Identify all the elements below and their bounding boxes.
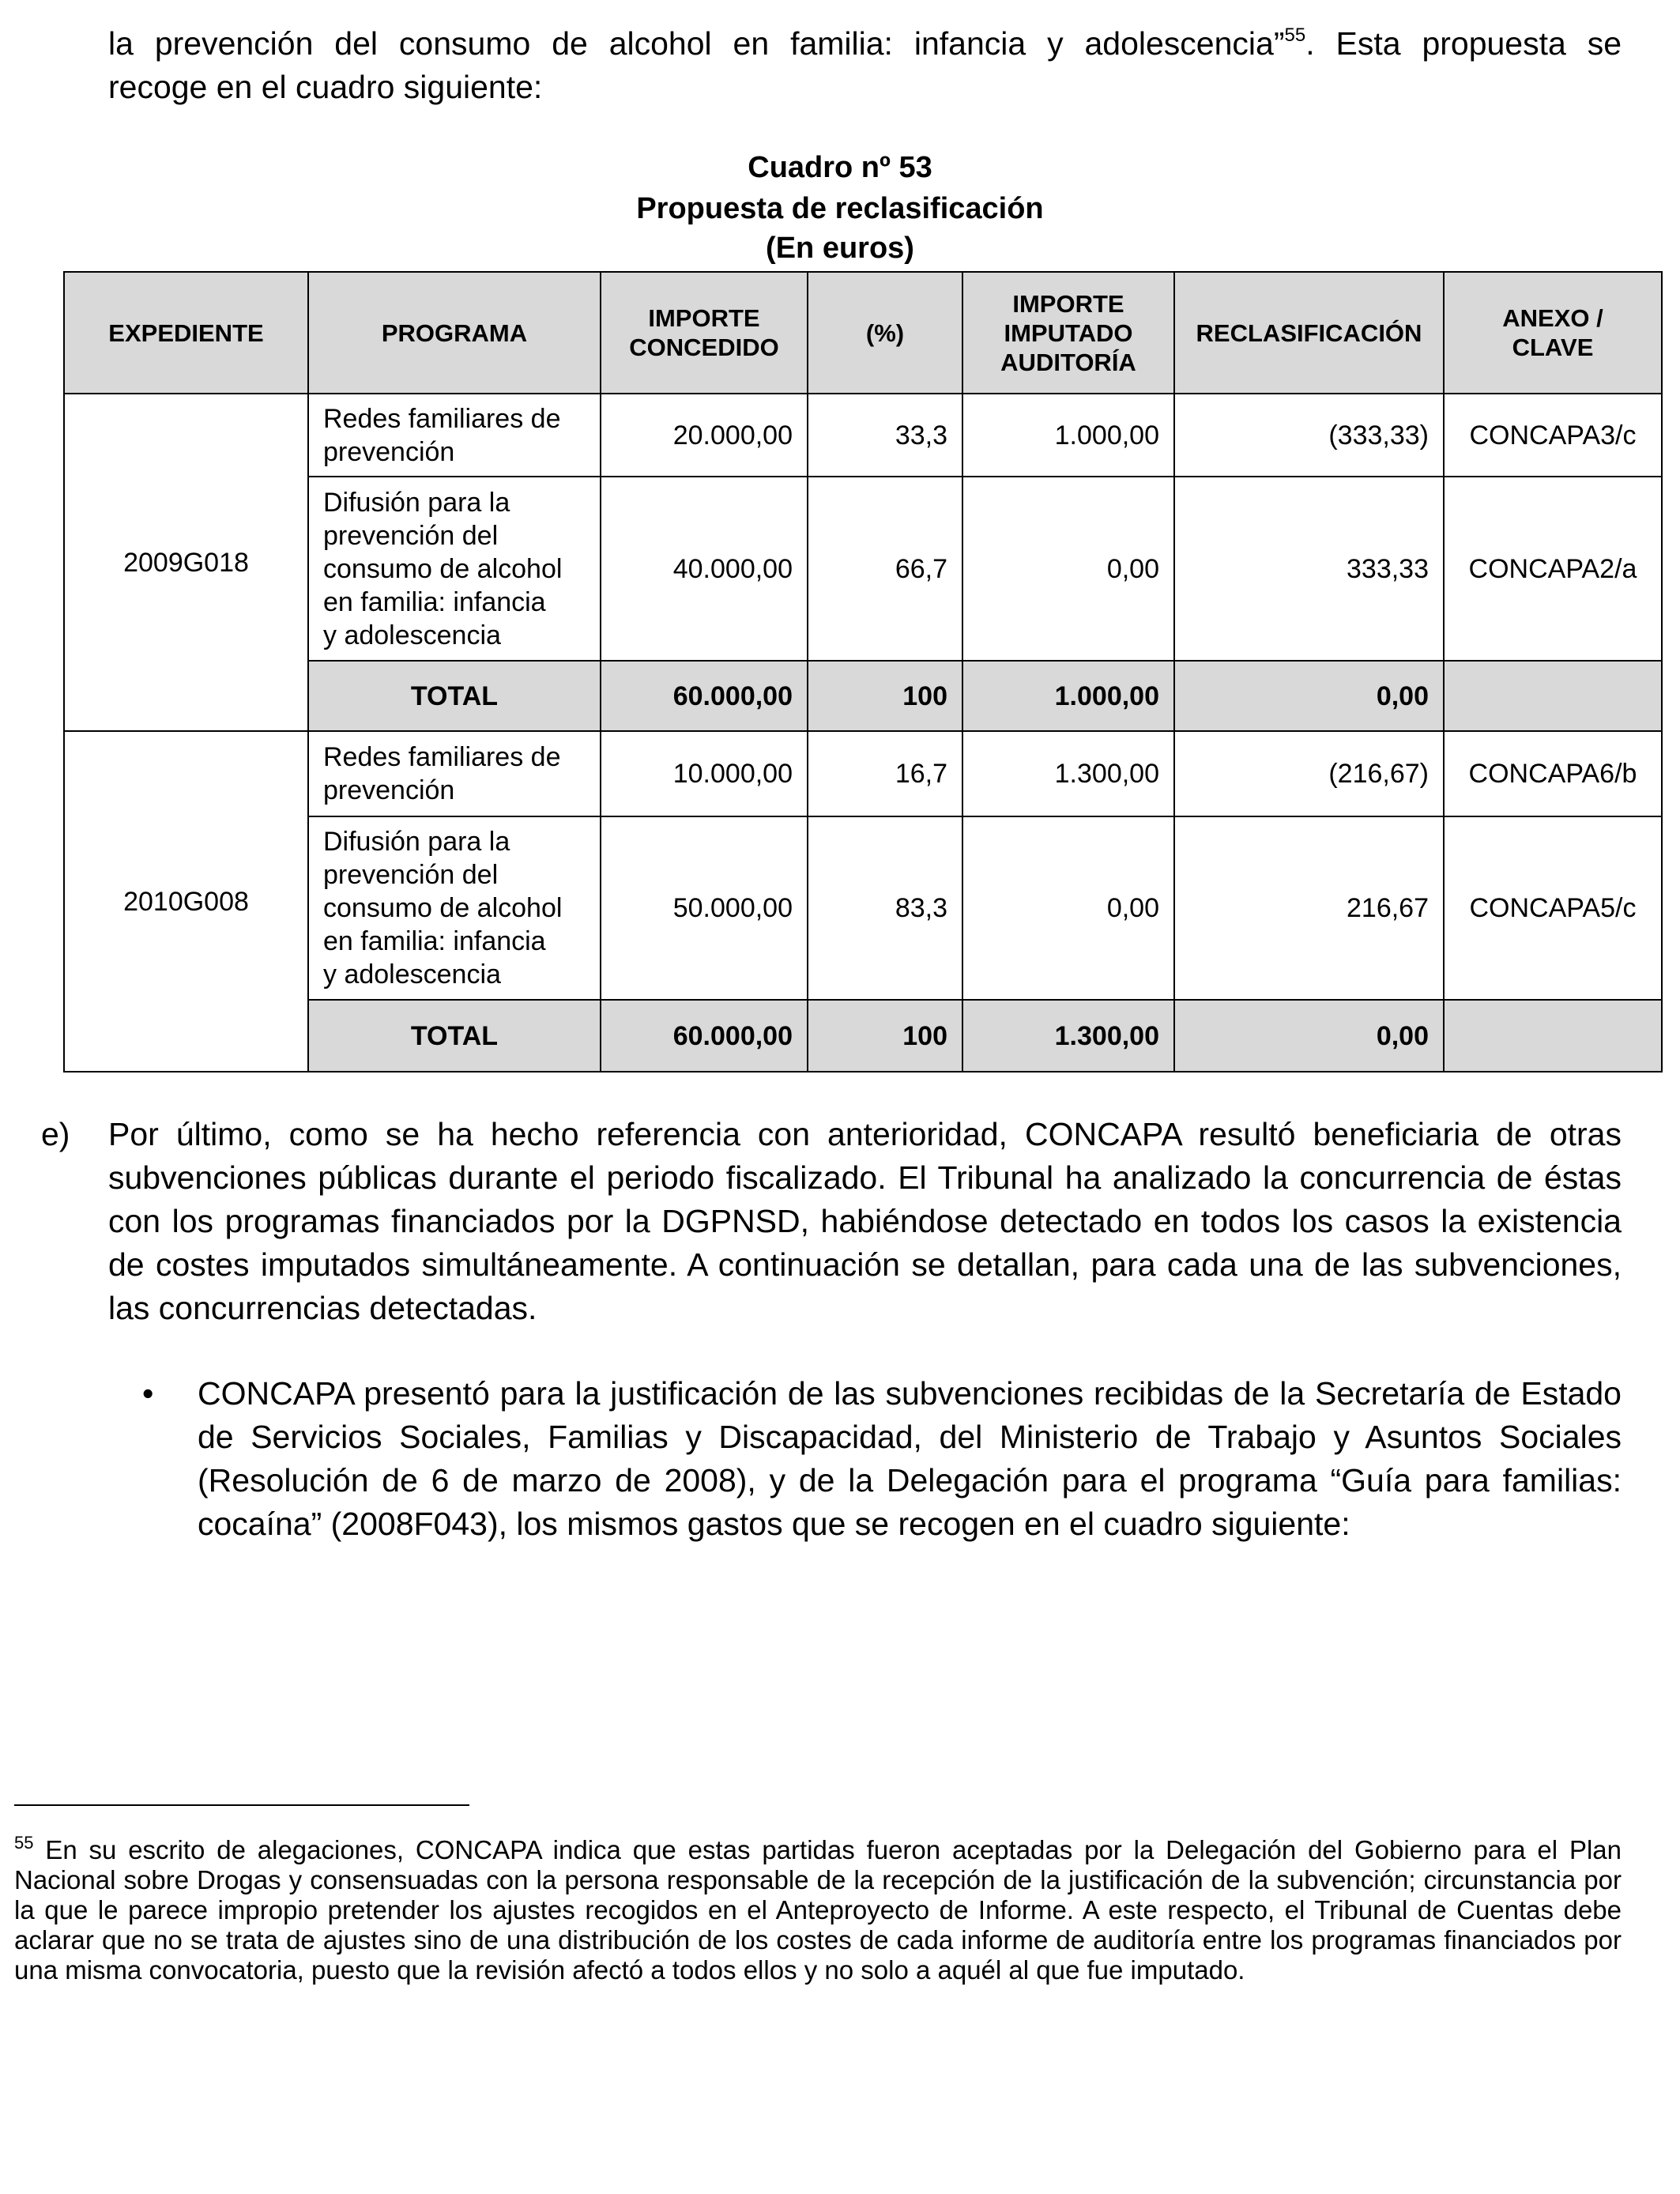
programa-line: prevención del: [323, 860, 499, 890]
imputado-cell: 1.300,00: [962, 731, 1174, 816]
pct-cell: 33,3: [808, 394, 962, 477]
header-line: AUDITORÍA: [1000, 348, 1136, 376]
total-imputado: 1.000,00: [962, 661, 1174, 731]
intro-line-2: recoge en el cuadro siguiente:: [108, 69, 543, 105]
header-reclasificacion: RECLASIFICACIÓN: [1174, 272, 1444, 394]
table-caption-number: Cuadro nº 53: [748, 151, 932, 184]
expediente-cell: 2009G018: [64, 394, 308, 731]
intro-tail: . Esta propuesta se: [1305, 25, 1622, 62]
programa-line: y adolescencia: [323, 620, 501, 650]
header-line: IMPUTADO: [1004, 319, 1133, 347]
reclassification-table: [63, 271, 1663, 1072]
imputado-cell: 0,00: [962, 816, 1174, 1000]
header-importe-imputado: [962, 272, 1174, 394]
table-caption-title: Propuesta de reclasificación: [636, 192, 1044, 225]
programa-line: y adolescencia: [323, 959, 501, 990]
pct-cell: 83,3: [808, 816, 962, 1000]
total-pct: 100: [808, 661, 962, 731]
programa-line: consumo de alcohol: [323, 893, 563, 923]
header-line: ANEXO /: [1502, 304, 1603, 332]
total-label: TOTAL: [308, 1000, 601, 1072]
intro-paragraph: [108, 22, 1622, 109]
programa-line: Difusión para la: [323, 487, 510, 518]
header-line: IMPORTE: [1012, 289, 1124, 318]
header-line: IMPORTE: [648, 304, 760, 332]
intro-text: la prevención del consumo de alcohol en familia: infancia y adolescencia”: [108, 25, 1285, 62]
table-header-row: [64, 272, 1662, 394]
footnote-number: 55: [14, 1833, 34, 1853]
total-clave: [1444, 661, 1662, 731]
importe-cell: 10.000,00: [601, 731, 808, 816]
header-line: CONCEDIDO: [629, 334, 779, 361]
imputado-cell: 0,00: [962, 477, 1174, 661]
programa-line: prevención del: [323, 520, 499, 551]
clave-cell: CONCAPA3/c: [1444, 394, 1662, 477]
total-importe: 60.000,00: [601, 661, 808, 731]
total-reclasificacion: 0,00: [1174, 1000, 1444, 1072]
header-line: CLAVE: [1512, 334, 1594, 361]
total-label: TOTAL: [308, 661, 601, 731]
footnote: [14, 1835, 1622, 1985]
table-row: [64, 394, 1662, 477]
programa-cell: [308, 477, 601, 661]
total-imputado: 1.300,00: [962, 1000, 1174, 1072]
programa-line: prevención: [323, 775, 455, 805]
total-clave: [1444, 1000, 1662, 1072]
header-importe-concedido: [601, 272, 808, 394]
programa-line: en familia: infancia: [323, 586, 546, 617]
bullet-paragraph-text: CONCAPA presentó para la justificación de las subvenciones recibidas de la Secretaría de Estado de Servicios Sociales, Familias y Discapacidad, del Ministerio de Trabajo y Asuntos Sociales (Resolución de 6 de marzo de 2008), y de la Delegación para el programa “Guía para familias: cocaína” (2008F043), los mismos gastos que se recogen en el cuadro siguiente:: [198, 1375, 1622, 1542]
programa-line: consumo de alcohol: [323, 553, 563, 584]
programa-line: Redes familiares de: [323, 742, 561, 772]
expediente-cell: 2010G008: [64, 731, 308, 1072]
importe-cell: 50.000,00: [601, 816, 808, 1000]
header-pct: (%): [808, 272, 962, 394]
reclasificacion-cell: 216,67: [1174, 816, 1444, 1000]
programa-line: en familia: infancia: [323, 926, 546, 956]
header-anexo-clave: [1444, 272, 1662, 394]
importe-cell: 40.000,00: [601, 477, 808, 661]
table-caption-unit: (En euros): [766, 232, 914, 265]
total-pct: 100: [808, 1000, 962, 1072]
paragraph-e: [108, 1113, 1622, 1330]
bullet-marker: •: [142, 1375, 154, 1412]
clave-cell: CONCAPA6/b: [1444, 731, 1662, 816]
imputado-cell: 1.000,00: [962, 394, 1174, 477]
header-expediente: EXPEDIENTE: [64, 272, 308, 394]
programa-line: prevención: [323, 436, 455, 467]
importe-cell: 20.000,00: [601, 394, 808, 477]
programa-line: Difusión para la: [323, 827, 510, 857]
paragraph-e-text: Por último, como se ha hecho referencia con anterioridad, CONCAPA resultó beneficiaria de otras subvenciones públicas durante el periodo fiscalizado. El Tribunal ha analizado la concurrencia de éstas con los programas financiados por la DGPNSD, habiéndose detectado en todos los casos la existencia de costes imputados simultáneamente. A continuación se detallan, para cada una de las subvenciones, las concurrencias detectadas.: [108, 1116, 1622, 1326]
header-programa: PROGRAMA: [308, 272, 601, 394]
bullet-paragraph: [198, 1372, 1622, 1546]
reclasificacion-cell: (333,33): [1174, 394, 1444, 477]
list-marker-e: e): [41, 1116, 70, 1152]
clave-cell: CONCAPA2/a: [1444, 477, 1662, 661]
programa-cell: [308, 731, 601, 816]
table-row: [64, 731, 1662, 816]
pct-cell: 66,7: [808, 477, 962, 661]
footnote-text: En su escrito de alegaciones, CONCAPA indica que estas partidas fueron aceptadas por la Delegación del Gobierno para el Plan Nacional sobre Drogas y consensuadas con la persona responsable de la recepción de la justificación de la subvención; circunstancia por la que le parece impropio pretender los ajustes recogidos en el Anteproyecto de Informe. A este respecto, el Tribunal de Cuentas debe aclarar que no se trata de ajustes sino de una distribución de los costes de cada informe de auditoría entre los programas financiados por una misma convocatoria, puesto que la revisión afectó a todos ellos y no solo a aquél al que fue imputado.: [14, 1835, 1622, 1985]
intro-line-1: [108, 22, 1622, 66]
reclasificacion-cell: 333,33: [1174, 477, 1444, 661]
programa-cell: [308, 816, 601, 1000]
pct-cell: 16,7: [808, 731, 962, 816]
reclasificacion-cell: (216,67): [1174, 731, 1444, 816]
total-reclasificacion: 0,00: [1174, 661, 1444, 731]
programa-line: Redes familiares de: [323, 403, 561, 434]
clave-cell: CONCAPA5/c: [1444, 816, 1662, 1000]
programa-cell: [308, 394, 601, 477]
total-importe: 60.000,00: [601, 1000, 808, 1072]
footnote-reference[interactable]: 55: [1284, 25, 1306, 46]
footnote-separator: [14, 1804, 469, 1806]
